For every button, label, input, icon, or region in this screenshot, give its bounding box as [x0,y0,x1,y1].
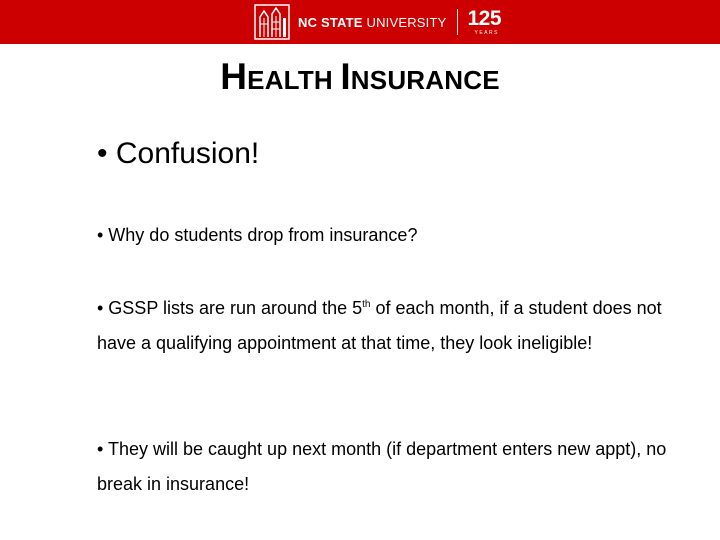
bullet-confusion: • Confusion! [97,137,260,170]
title-rest-1: EALTH [247,65,341,95]
title-initial-1: H [220,56,248,97]
anniversary-mark [466,4,506,40]
slide-title [0,56,720,98]
bullet-gssp-ordinal: th [362,299,371,310]
title-initial-2: I [340,56,351,97]
anniversary-label: YEARS [474,30,499,36]
bullet-gssp-text-1: • GSSP lists are run around the 5 [97,298,363,318]
bullet-caught-up: • They will be caught up next month (if department enters new appt), no break in insurance! [97,439,667,494]
nc-state-logo [254,4,506,40]
title-rest-2: NSURANCE [350,65,500,95]
logo-divider [457,9,458,35]
wordmark-rest: UNIVERSITY [362,14,447,30]
university-wordmark [298,16,447,29]
wordmark-bold: NC STATE [298,14,363,30]
header-banner [0,0,720,44]
bullet-why-drop: • Why do students drop from insurance? [97,225,418,245]
bullet-gssp-text-2: of each month, if a student does not have a qualifying appointment at that time, they look ineligible! [97,298,662,353]
anniversary-number: 125 [467,7,502,30]
bullet-gssp-lists [97,291,677,361]
belltower-brick-logo-icon [254,4,290,40]
